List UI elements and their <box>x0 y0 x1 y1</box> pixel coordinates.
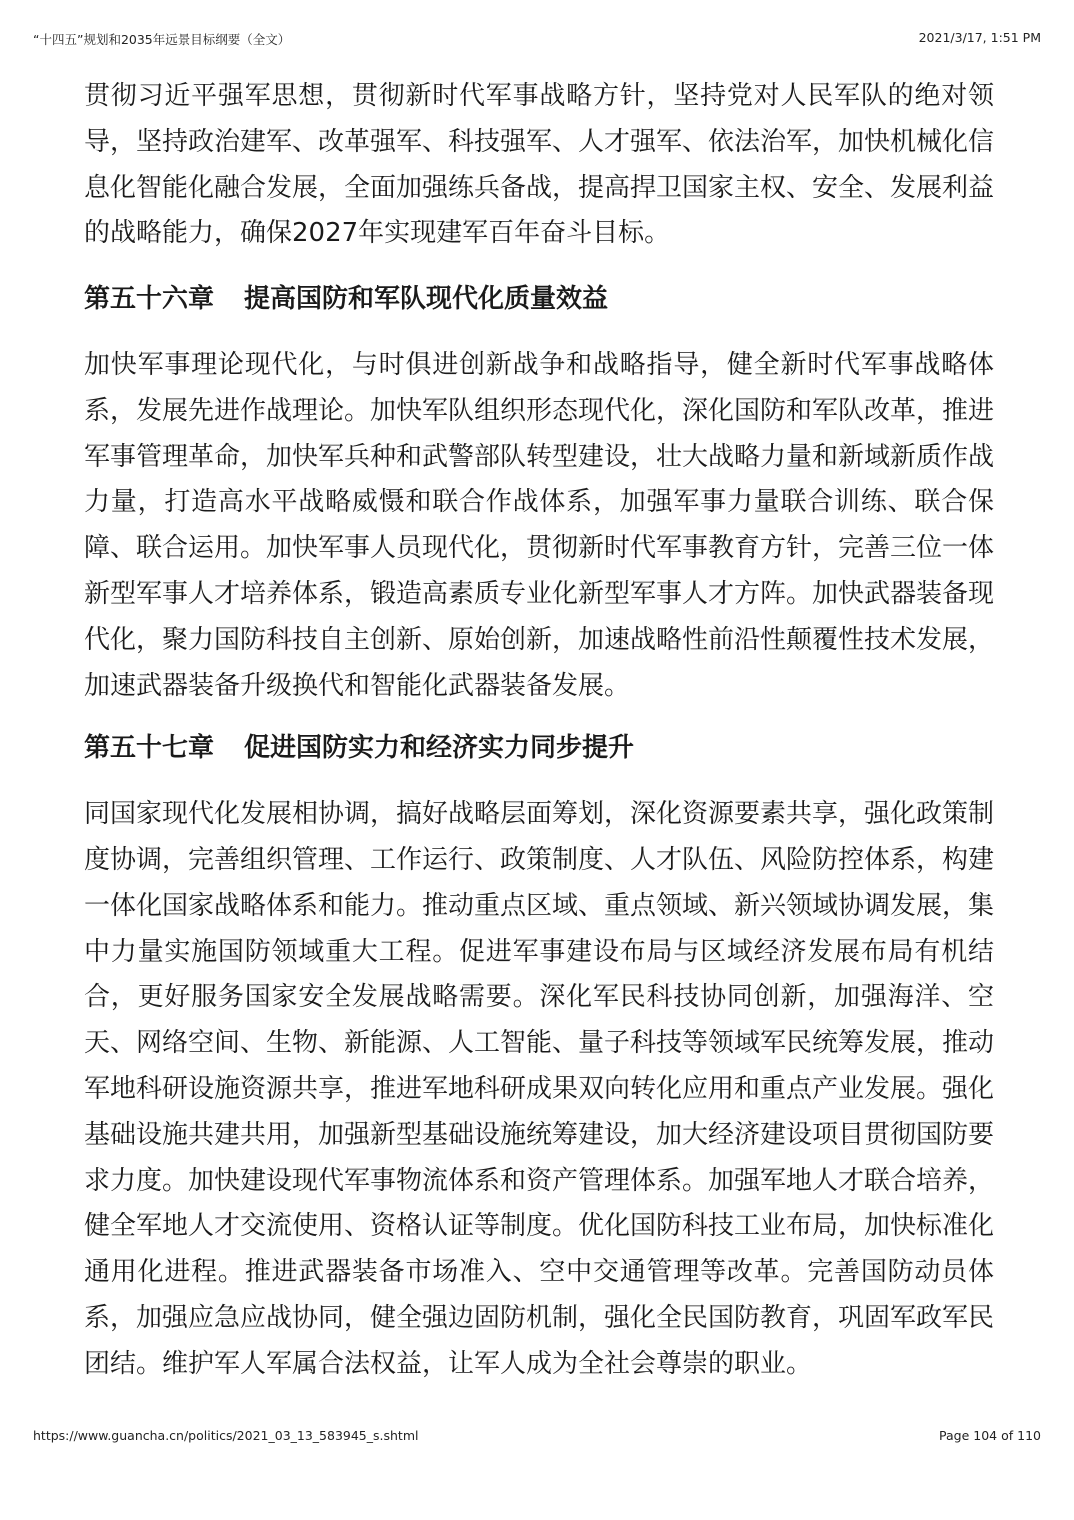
page-footer <box>33 1428 1041 1448</box>
print-datetime: 2021/3/17, 1:51 PM <box>918 30 1041 45</box>
page-number: Page 104 of 110 <box>939 1428 1041 1443</box>
page-header <box>33 30 1041 50</box>
source-url: https://www.guancha.cn/politics/2021_03_13_583945_s.shtml <box>33 1428 419 1443</box>
chapter-57-heading <box>84 726 994 772</box>
paragraph-chapter-56: 加快军事理论现代化，与时俱进创新战争和战略指导，健全新时代军事战略体系，发展先进作战理论。加快军队组织形态现代化，深化国防和军队改革，推进军事管理革命，加快军兵种和武警部队转型建设，壮大战略力量和新域新质作战力量，打造高水平战略威慑和联合作战体系，加强军事力量联合训练、联合保障、联合运用。加快军事人员现代化，贯彻新时代军事教育方针，完善三位一体新型军事人才培养体系，锻造高素质专业化新型军事人才方阵。加快武器装备现代化，聚力国防科技自主创新、原始创新，加速战略性前沿性颠覆性技术发展，加速武器装备升级换代和智能化武器装备发展。 <box>84 349 995 701</box>
paragraph-chapter-57: 同国家现代化发展相协调，搞好战略层面筹划，深化资源要素共享，强化政策制度协调，完善组织管理、工作运行、政策制度、人才队伍、风险防控体系，构建一体化国家战略体系和能力。推动重点区域、重点领域、新兴领域协调发展，集中力量实施国防领域重大工程。促进军事建设布局与区域经济发展布局有机结合，更好服务国家安全发展战略需要。深化军民科技协同创新，加强海洋、空天、网络空间、生物、新能源、人工智能、量子科技等领域军民统筹发展，推动军地科研设施资源共享，推进军地科研成果双向转化应用和重点产业发展。强化基础设施共建共用，加强新型基础设施统筹建设，加大经济建设项目贯彻国防要求力度。加快建设现代军事物流体系和资产管理体系。加强军地人才联合培养，健全军地人才交流使用、资格认证等制度。优化国防科技工业布局，加快标准化通用化进程。推进武器装备市场准入、空中交通管理等改革。完善国防动员体系，加强应急应战协同，健全强边固防机制，强化全民国防教育，巩固军政军民团结。维护军人军属合法权益，让军人成为全社会尊崇的职业。 <box>84 799 995 1379</box>
chapter-56-number: 第五十六章 <box>84 284 215 315</box>
chapter-56-title: 提高国防和军队现代化质量效益 <box>244 284 609 315</box>
chapter-57-title: 促进国防实力和经济实力同步提升 <box>244 733 635 764</box>
paragraph-intro: 贯彻习近平强军思想，贯彻新时代军事战略方针，坚持党对人民军队的绝对领导，坚持政治建军、改革强军、科技强军、人才强军、依法治军，加快机械化信息化智能化融合发展，全面加强练兵备战，提高捍卫国家主权、安全、发展利益的战略能力，确保2027年实现建军百年奋斗目标。 <box>84 81 995 249</box>
article-body <box>84 74 994 1388</box>
chapter-56-heading <box>84 277 994 323</box>
chapter-57-number: 第五十七章 <box>84 733 215 764</box>
document-title: “十四五”规划和2035年远景目标纲要（全文） <box>33 32 291 47</box>
